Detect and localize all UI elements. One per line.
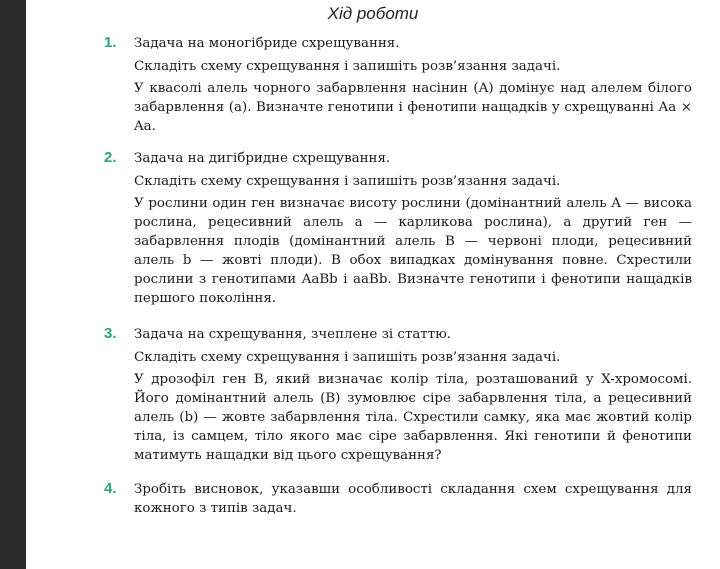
task-instruction: Складіть схему схрещування і запишіть розв’язання задачі. <box>134 59 561 74</box>
task-title: Задача на дигібридне схрещування. <box>134 151 391 166</box>
task-text: Зробіть висновок, указавши особливості складання схем схрещування для кожного з типів задач. <box>134 482 692 516</box>
task-text: У рослини один ген визначає висоту рослини (домінантний алель A — висока рослина, рецесивний алель a — карликова рослина), а другий ген — забарвлення плодів (домінантний алель B — червоні плоди, рецесивний алель b — жовті плоди). В обох випадках домінування повне. Схрестили рослини з генотипами AaBb і aaBb. Визначте генотипи і фенотипи нащадків першого покоління. <box>134 196 692 306</box>
task-instruction: Складіть схему схрещування і запишіть розв’язання задачі. <box>134 350 561 365</box>
task-title: Задача на схрещування, зчеплене зі статтю. <box>134 327 452 342</box>
task-number: 1. <box>104 34 117 51</box>
section-heading: Хід роботи <box>327 4 419 23</box>
task-text: У квасолі алель чорного забарвлення насінин (A) домінує над алелем білого забарвлення (a). Визначте генотипи і фенотипи нащадків у схрещуванні Aa × Aa. <box>134 81 692 134</box>
task-title: Задача на моногібриде схрещування. <box>134 36 400 51</box>
task-number: 2. <box>104 149 117 166</box>
task-number: 3. <box>104 325 117 342</box>
task-text: У дрозофіл ген B, який визначає колір тіла, розташований у X-хромосомі. Його домінантний алель (B) зумовлює сіре забарвлення тіла, а рецесивний алель (b) — жовте забарвлення тіла. Схрестили самку, яка має жовтий колір тіла, із самцем, тіло якого має сіре забарвлення. Які генотипи й фенотипи матимуть нащадки від цього схрещування? <box>134 372 692 463</box>
task-number: 4. <box>104 480 117 497</box>
task-instruction: Складіть схему схрещування і запишіть розв’язання задачі. <box>134 174 561 189</box>
document-page <box>26 0 720 569</box>
